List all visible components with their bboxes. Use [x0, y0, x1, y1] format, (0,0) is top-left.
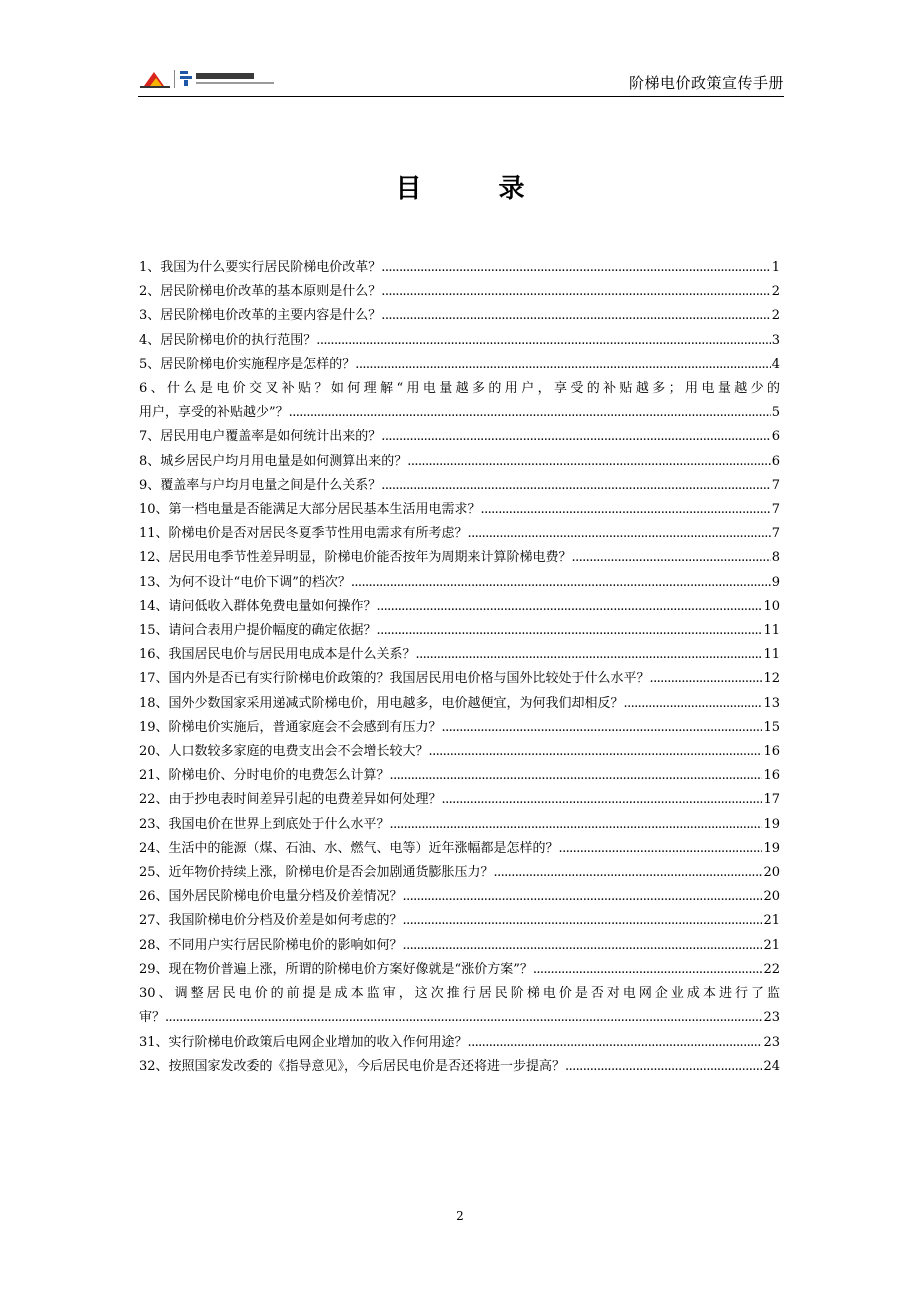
toc-page-number: 21 — [763, 937, 780, 953]
toc-entry[interactable] — [139, 522, 780, 546]
dot-leader — [289, 401, 771, 425]
toc-page-number: 5 — [771, 405, 780, 421]
toc-entry[interactable] — [139, 667, 780, 691]
dot-leader — [407, 450, 770, 474]
toc-page-number: 24 — [763, 1058, 780, 1074]
toc-entry-text: 17、国内外是否已有实行阶梯电价政策的？我国居民用电价格与国外比较处于什么水平？ — [139, 671, 650, 687]
toc-entry-text: 8、城乡居民户均月用电量是如何测算出来的？ — [139, 453, 408, 469]
toc-page-number: 7 — [771, 477, 780, 493]
dot-leader — [381, 304, 770, 328]
toc-entry-text: 10、第一档电量是否能满足大部分居民基本生活用电需求？ — [139, 502, 481, 518]
dot-leader — [377, 619, 763, 643]
toc-entry-text: 12、居民用电季节性差异明显，阶梯电价能否按年为周期来计算阶梯电费？ — [139, 550, 572, 566]
toc-entry-text: 29、现在物价普遍上涨，所谓的阶梯电价方案好像就是“涨价方案”？ — [139, 961, 533, 977]
header-divider — [138, 96, 784, 97]
toc-entry-text: 19、阶梯电价实施后，普通家庭会不会感到有压力？ — [139, 719, 442, 735]
toc-page-number: 23 — [763, 1010, 780, 1026]
dot-leader — [377, 595, 763, 619]
dot-leader — [468, 522, 771, 546]
toc-entry[interactable] — [139, 788, 780, 812]
toc-page-number: 10 — [763, 598, 780, 614]
china-southern-power-grid-logo — [140, 66, 280, 90]
page-number: 2 — [456, 1209, 464, 1223]
toc-page-number: 22 — [763, 961, 780, 977]
toc-entry-text: 14、请问低收入群体免费电量如何操作？ — [139, 598, 377, 614]
toc-entry[interactable] — [139, 256, 780, 280]
dot-leader — [381, 256, 770, 280]
toc-entry-text: 审？ — [139, 1010, 166, 1026]
toc-entry[interactable] — [139, 982, 780, 1030]
toc-entry[interactable] — [139, 498, 780, 522]
toc-entry-text: 1、我国为什么要实行居民阶梯电价改革？ — [139, 260, 382, 275]
toc-entry[interactable] — [139, 764, 780, 788]
dot-leader — [494, 861, 763, 885]
toc-entry-text: 13、为何不设计“电价下调”的档次？ — [139, 574, 351, 590]
toc-entry[interactable] — [139, 450, 780, 474]
toc-entry-text: 16、我国居民电价与居民用电成本是什么关系？ — [139, 647, 416, 663]
dot-leader — [351, 571, 771, 595]
page-header — [138, 64, 784, 98]
toc-page-number: 8 — [771, 550, 780, 566]
toc-entry-text: 25、近年物价持续上涨，阶梯电价是否会加剧通货膨胀压力？ — [139, 865, 494, 881]
toc-entry[interactable] — [139, 1031, 780, 1055]
toc-page-number: 9 — [771, 574, 780, 590]
toc-page-number: 6 — [771, 453, 780, 469]
toc-entry[interactable] — [139, 474, 780, 498]
toc-entry-text: 21、阶梯电价、分时电价的电费怎么计算？ — [139, 768, 390, 784]
toc-entry[interactable] — [139, 692, 780, 716]
dot-leader — [165, 1006, 762, 1030]
toc-entry-text: 24、生活中的能源（煤、石油、水、燃气、电等）近年涨幅都是怎样的？ — [139, 840, 559, 856]
toc-entry[interactable] — [139, 837, 780, 861]
toc-entry[interactable] — [139, 377, 780, 425]
toc-page-number: 16 — [763, 768, 780, 784]
dot-leader — [559, 837, 763, 861]
dot-leader — [429, 740, 763, 764]
dot-leader — [468, 1031, 763, 1055]
dot-leader — [624, 692, 763, 716]
toc-page-number: 20 — [763, 889, 780, 905]
toc-entry[interactable] — [139, 861, 780, 885]
toc-page-number: 11 — [763, 623, 780, 639]
table-of-contents — [139, 256, 780, 1079]
toc-entry[interactable] — [139, 546, 780, 570]
dot-leader — [381, 474, 770, 498]
dot-leader — [390, 764, 763, 788]
toc-entry-text: 27、我国阶梯电价分档及价差是如何考虑的？ — [139, 913, 403, 929]
dot-leader — [481, 498, 771, 522]
toc-entry[interactable] — [139, 958, 780, 982]
toc-page-number: 16 — [763, 744, 780, 760]
toc-page-number: 2 — [771, 284, 780, 300]
document-title: 阶梯电价政策宣传手册 — [628, 74, 784, 92]
toc-page-number: 11 — [763, 647, 780, 663]
toc-entry-text: 4、居民阶梯电价的执行范围？ — [139, 332, 317, 348]
toc-entry-text: 用户，享受的补贴越少”？ — [139, 405, 289, 421]
toc-entry-text: 9、覆盖率与户均月电量之间是什么关系？ — [139, 477, 382, 493]
toc-page-number: 13 — [763, 695, 780, 711]
dot-leader — [390, 813, 763, 837]
toc-page-number: 6 — [771, 429, 780, 445]
toc-entry[interactable] — [139, 740, 780, 764]
toc-entry-text: 18、国外少数国家采用递减式阶梯电价，用电越多，电价越便宜，为何我们却相反？ — [139, 695, 624, 711]
dot-leader — [565, 1055, 762, 1079]
toc-entry[interactable] — [139, 716, 780, 740]
toc-page-number: 20 — [763, 865, 780, 881]
toc-page-number: 17 — [763, 792, 780, 808]
dot-leader — [381, 280, 770, 304]
toc-entry[interactable] — [139, 885, 780, 909]
toc-entry[interactable] — [139, 304, 780, 328]
dot-leader — [403, 909, 763, 933]
toc-page-number: 7 — [771, 526, 780, 542]
toc-entry[interactable] — [139, 934, 780, 958]
toc-page-number: 3 — [771, 332, 780, 348]
dot-leader — [442, 716, 763, 740]
toc-page-number: 1 — [771, 260, 780, 275]
toc-entry-text: 2、居民阶梯电价改革的基本原则是什么？ — [139, 284, 382, 300]
dot-leader — [316, 329, 770, 353]
toc-entry[interactable] — [139, 425, 780, 449]
dot-leader — [416, 643, 763, 667]
toc-page-number: 7 — [771, 502, 780, 518]
toc-entry[interactable] — [139, 353, 780, 377]
toc-entry-text: 31、实行阶梯电价政策后电网企业增加的收入作何用途？ — [139, 1034, 468, 1050]
dot-leader — [650, 667, 763, 691]
dot-leader — [442, 788, 763, 812]
toc-entry-text: 22、由于抄电表时间差异引起的电费差异如何处理？ — [139, 792, 442, 808]
toc-entry[interactable] — [139, 1055, 780, 1079]
toc-page-number: 19 — [763, 816, 780, 832]
toc-entry[interactable] — [139, 571, 780, 595]
toc-entry-text: 11、阶梯电价是否对居民冬夏季节性用电需求有所考虑？ — [139, 526, 468, 542]
toc-entry-text: 15、请问合表用户提价幅度的确定依据？ — [139, 623, 377, 639]
toc-entry-text: 28、不同用户实行居民阶梯电价的影响如何？ — [139, 937, 403, 953]
toc-page-number: 12 — [763, 671, 780, 687]
toc-entry[interactable] — [139, 329, 780, 353]
dot-leader — [572, 546, 771, 570]
toc-entry[interactable] — [139, 280, 780, 304]
toc-entry-text: 20、人口数较多家庭的电费支出会不会增长较大？ — [139, 744, 429, 760]
toc-page-number: 15 — [763, 719, 780, 735]
toc-entry-text: 3、居民阶梯电价改革的主要内容是什么？ — [139, 308, 382, 324]
toc-page-number: 19 — [763, 840, 780, 856]
toc-entry-text: 23、我国电价在世界上到底处于什么水平？ — [139, 816, 390, 832]
toc-entry[interactable] — [139, 619, 780, 643]
toc-entry-text: 5、居民阶梯电价实施程序是怎样的？ — [139, 356, 356, 372]
toc-entry[interactable] — [139, 595, 780, 619]
dot-leader — [381, 425, 770, 449]
dot-leader — [355, 353, 770, 377]
toc-entry-text: 32、按照国家发改委的《指导意见》，今后居民电价是否还将进一步提高？ — [139, 1058, 566, 1074]
dot-leader — [403, 885, 763, 909]
toc-page-number: 2 — [771, 308, 780, 324]
toc-entry-text: 26、国外居民阶梯电价电量分档及价差情况？ — [139, 889, 403, 905]
toc-entry[interactable] — [139, 813, 780, 837]
toc-entry[interactable] — [139, 909, 780, 933]
toc-page-number: 4 — [771, 356, 780, 372]
table-of-contents-heading: 目 录 — [395, 174, 559, 204]
toc-page-number: 23 — [763, 1034, 780, 1050]
dot-leader — [533, 958, 763, 982]
toc-page-number: 21 — [763, 913, 780, 929]
toc-entry[interactable] — [139, 643, 780, 667]
toc-entry-text: 6、什么是电价交叉补贴？如何理解“用电量越多的用户，享受的补贴越多；用电量越少的 — [139, 381, 780, 397]
toc-entry-text: 30、调整居民电价的前提是成本监审，这次推行居民阶梯电价是否对电网企业成本进行了监 — [139, 986, 780, 1002]
toc-entry-text: 7、居民用电户覆盖率是如何统计出来的？ — [139, 429, 382, 445]
dot-leader — [403, 934, 763, 958]
